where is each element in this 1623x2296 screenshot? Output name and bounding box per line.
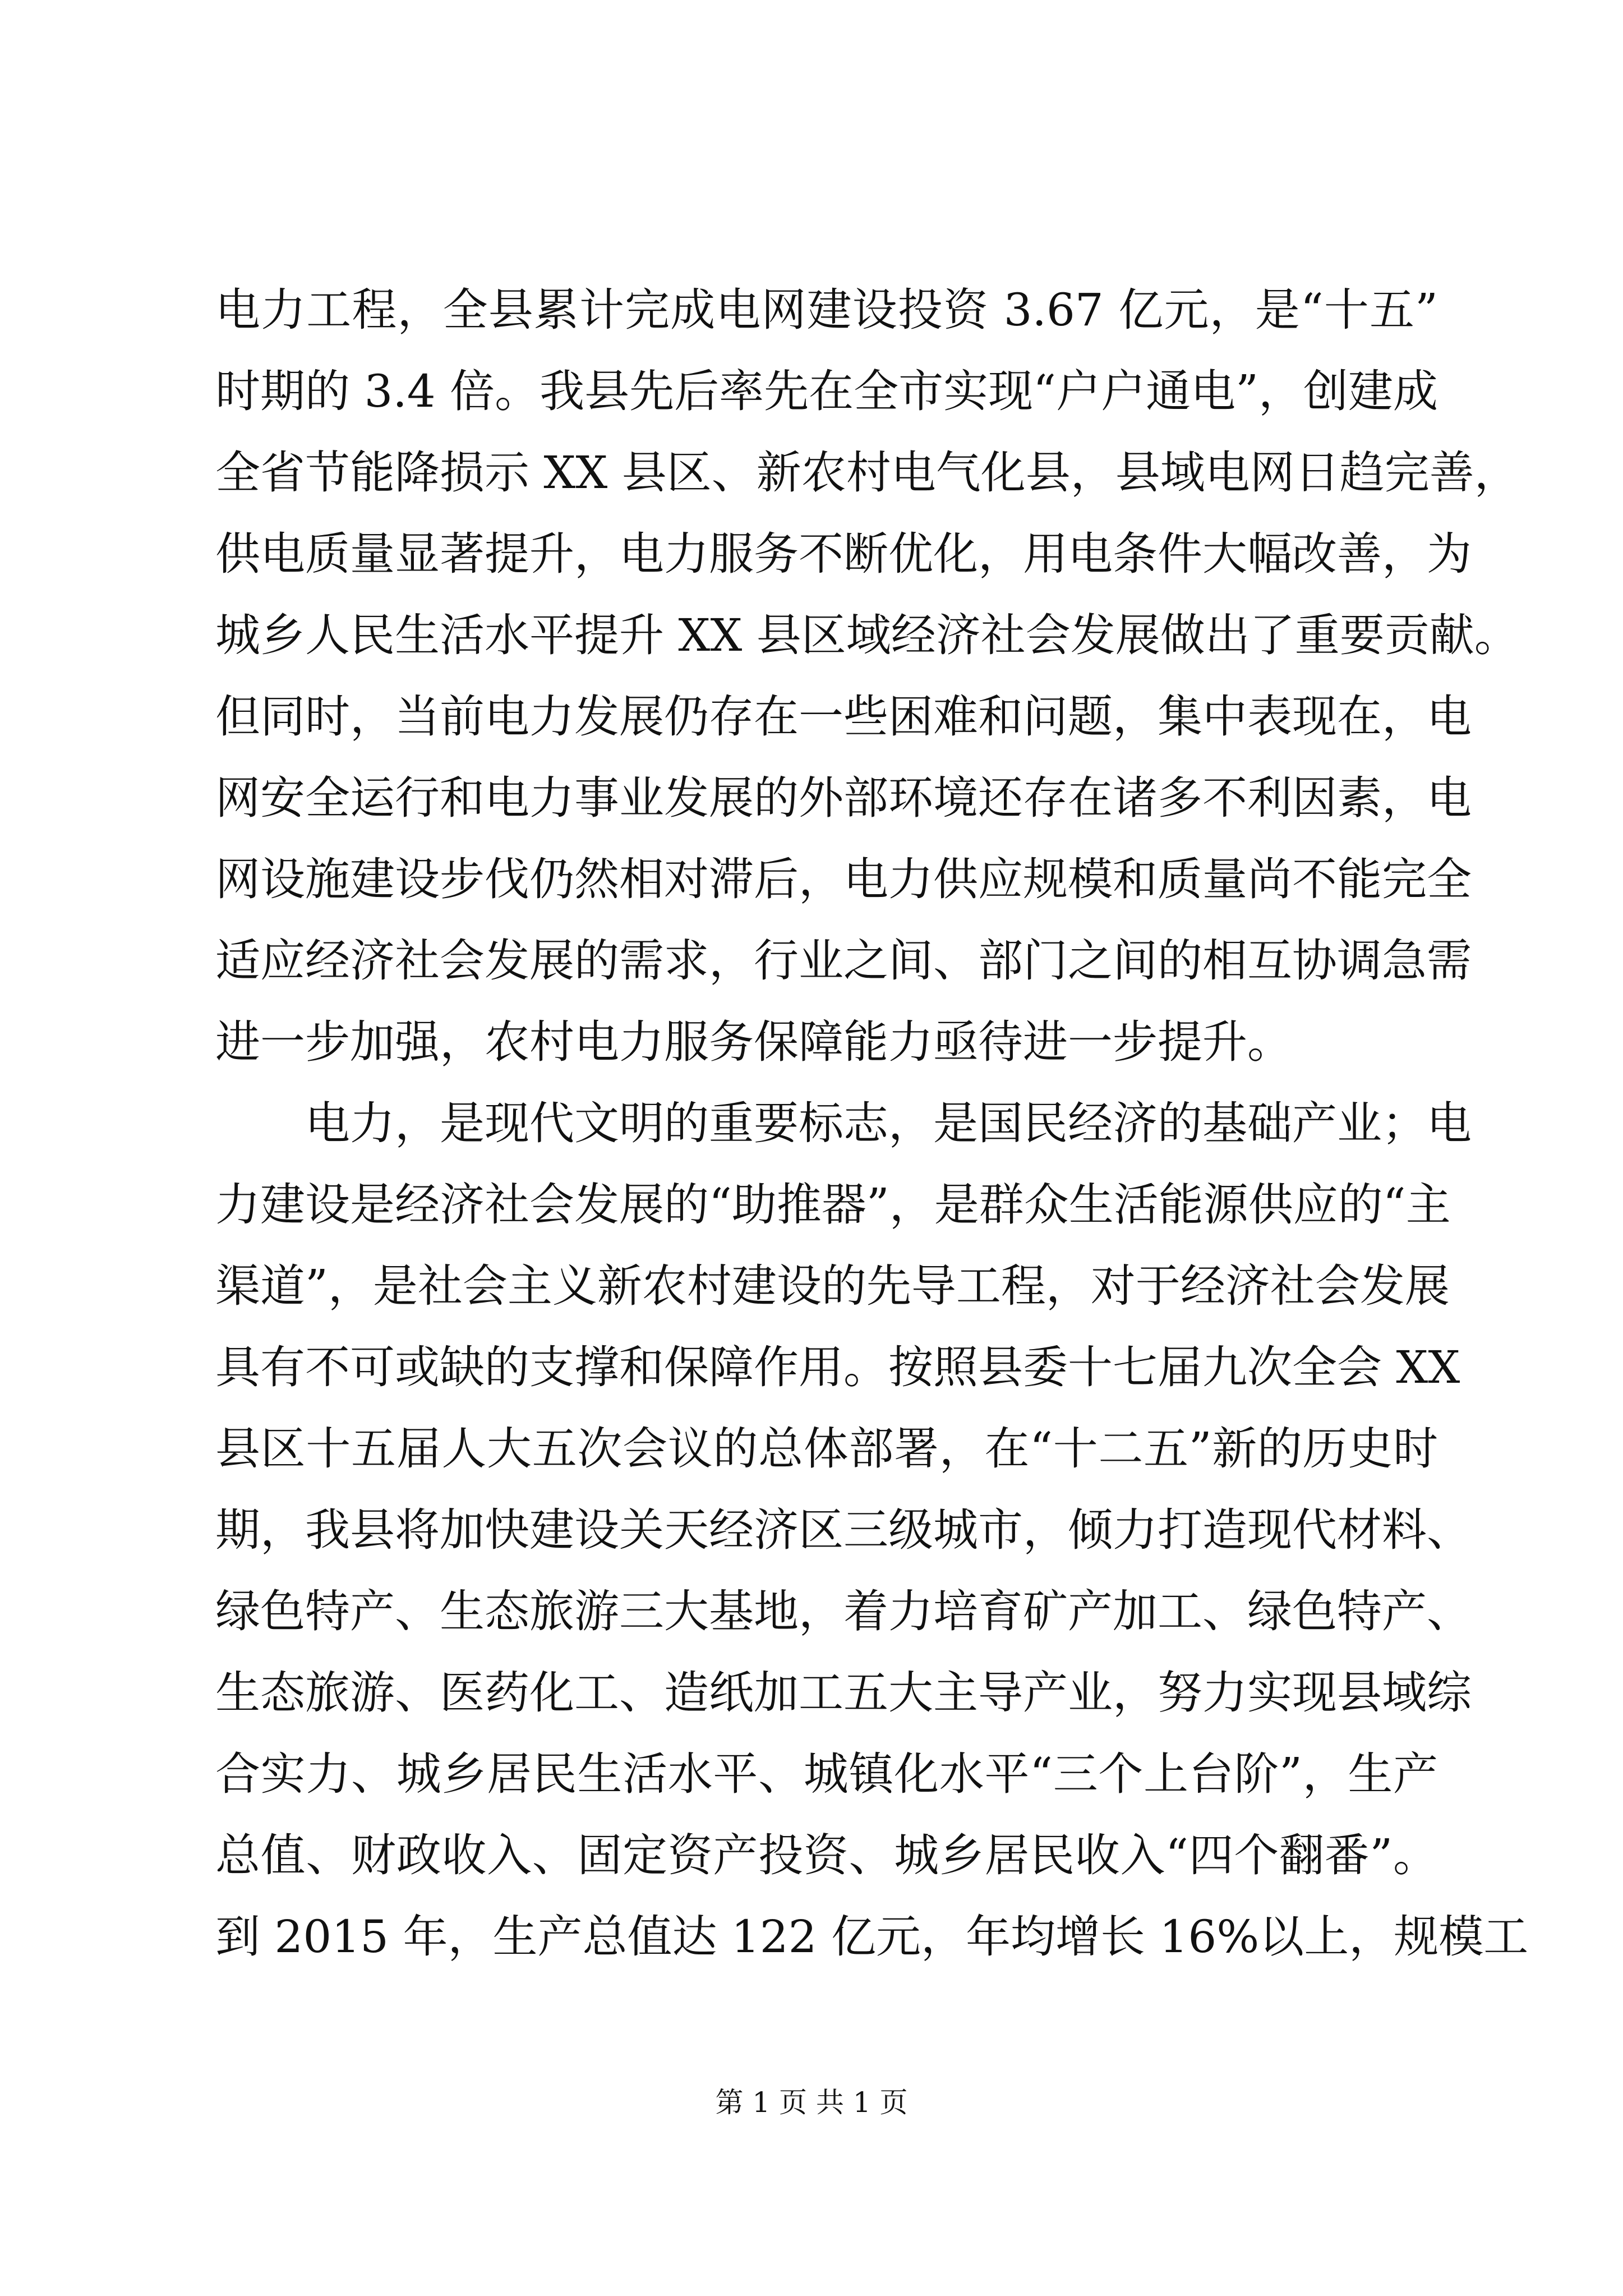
text-line: 渠道”，是社会主义新农村建设的先导工程，对于经济社会发展: [215, 1260, 1450, 1312]
text-line: 网安全运行和电力事业发展的外部环境还存在诸多不利因素，电: [215, 772, 1472, 824]
text-line: 电力工程，全县累计完成电网建设投资 3.67 亿元，是“十五”: [215, 284, 1438, 336]
text-line: 城乡人民生活水平提升 XX 县区域经济社会发展做出了重要贡献。: [215, 609, 1519, 661]
text-line: 但同时，当前电力发展仍存在一些困难和问题，集中表现在，电: [215, 691, 1472, 743]
text-line: 时期的 3.4 倍。我县先后率先在全市实现“户户通电”，创建成: [215, 365, 1438, 417]
text-line: 到 2015 年，生产总值达 122 亿元，年均增长 16%以上，规模工: [215, 1911, 1529, 1963]
page-footer: [0, 2080, 1623, 2120]
text-line: 全省节能降损示 XX 县区、新农村电气化县，县域电网日趋完善，: [215, 447, 1519, 499]
text-line: 具有不可或缺的支撑和保障作用。按照县委十七届九次全会 XX: [215, 1341, 1460, 1393]
text-line: 绿色特产、生态旅游三大基地，着力培育矿产加工、绿色特产、: [215, 1585, 1472, 1637]
text-line: 适应经济社会发展的需求，行业之间、部门之间的相互协调急需: [215, 935, 1472, 987]
text-line: 电力，是现代文明的重要标志，是国民经济的基础产业；电: [305, 1097, 1472, 1149]
body-text: [215, 269, 1529, 1977]
text-line: 进一步加强，农村电力服务保障能力亟待进一步提升。: [215, 1016, 1292, 1068]
text-line: 合实力、城乡居民生活水平、城镇化水平“三个上台阶”，生产: [215, 1748, 1438, 1800]
text-line: 县区十五届人大五次会议的总体部署，在“十二五”新的历史时: [215, 1423, 1438, 1475]
text-line: 力建设是经济社会发展的“助推器”，是群众生活能源供应的“主: [215, 1179, 1451, 1231]
text-line: 总值、财政收入、固定资产投资、城乡居民收入“四个翻番”。: [215, 1829, 1438, 1881]
text-line: 供电质量显著提升，电力服务不断优化，用电条件大幅改善，为: [215, 528, 1472, 580]
page-number: 第 1 页 共 1 页: [715, 2086, 908, 2119]
text-line: 生态旅游、医药化工、造纸加工五大主导产业，努力实现县域综: [215, 1667, 1472, 1719]
text-line: 网设施建设步伐仍然相对滞后，电力供应规模和质量尚不能完全: [215, 853, 1472, 905]
text-line: 期，我县将加快建设关天经济区三级城市，倾力打造现代材料、: [215, 1504, 1472, 1556]
